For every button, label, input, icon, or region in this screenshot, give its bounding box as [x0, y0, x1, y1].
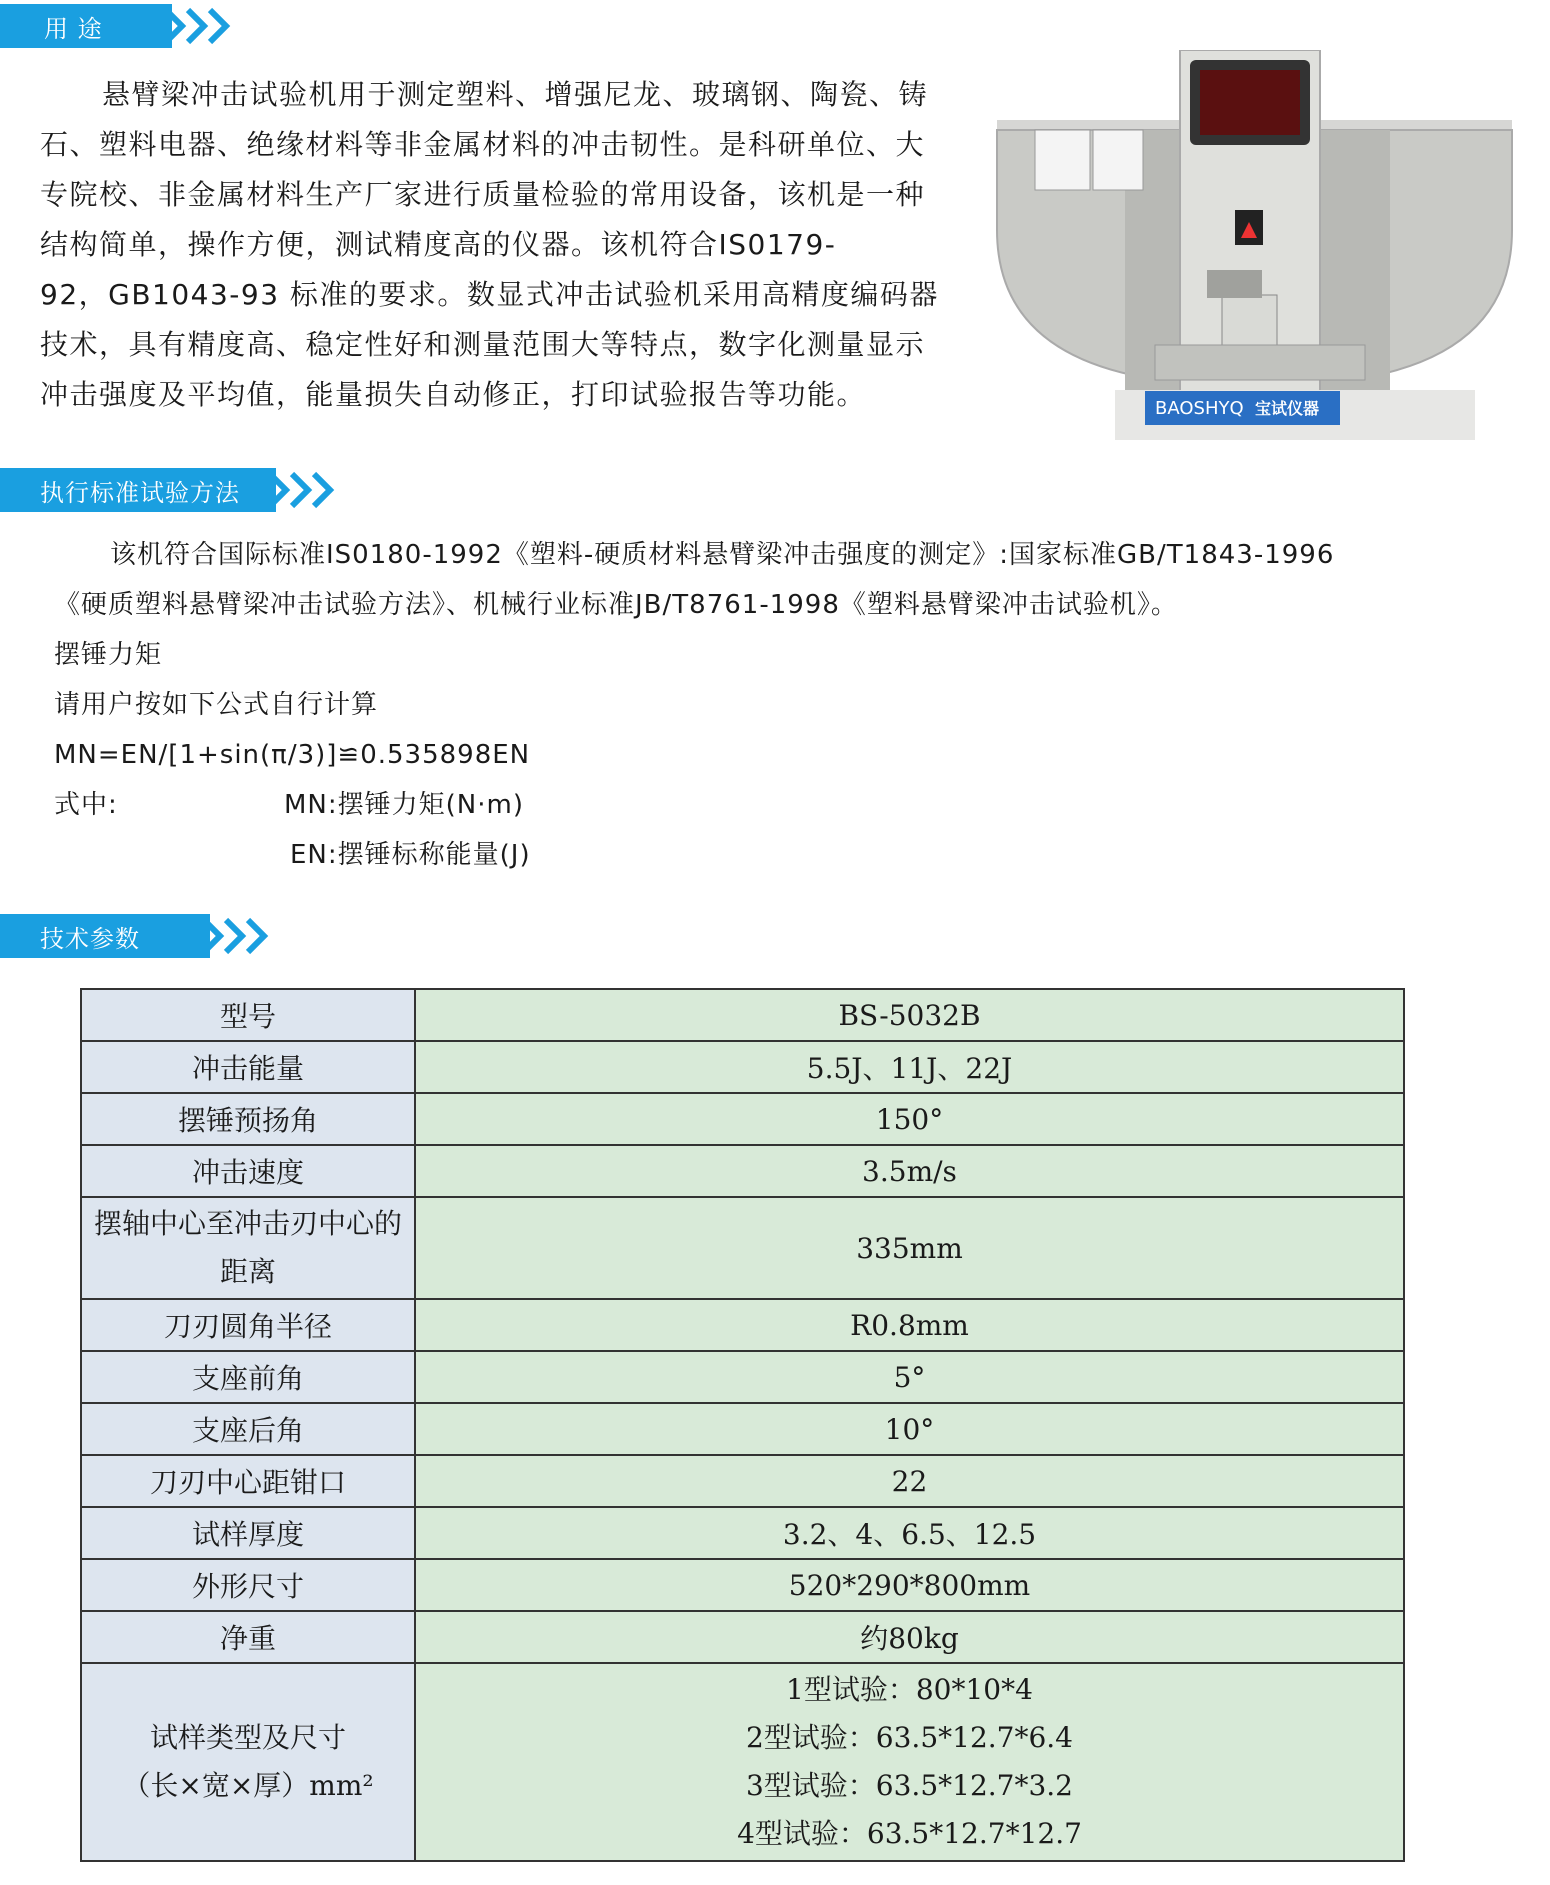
formula-en: EN:摆锤标称能量(J) [290, 840, 531, 870]
spec-value: BS-5032B [415, 989, 1404, 1041]
spec-value: 3.5m/s [415, 1145, 1404, 1197]
standards-line: 《硬质塑料悬臂梁冲击试验方法》、机械行业标准JB/T8761-1998《塑料悬臂梁冲击试验机》。 [54, 590, 1178, 620]
spec-key: 支座前角 [81, 1351, 415, 1403]
table-row [81, 1351, 1404, 1403]
sample-type-1: 1型试验：80*10*4 [786, 1673, 1033, 1706]
section-title: 技术参数 [0, 914, 210, 958]
machine-brand-latin: BAOSHYQ [1155, 398, 1244, 419]
section-title: 用 途 [0, 4, 172, 48]
usage-line: 石、塑料电器、绝缘材料等非金属材料的冲击韧性。是科研单位、大 [40, 128, 926, 161]
table-row [81, 1559, 1404, 1611]
spec-table [80, 988, 1405, 1862]
sample-type-4: 4型试验：63.5*12.7*12.7 [737, 1817, 1082, 1850]
sample-key-line1: 试样类型及尺寸 [149, 1721, 346, 1754]
formula-mn: MN:摆锤力矩(N·m) [284, 790, 524, 820]
formula-where-row [54, 780, 1494, 830]
spec-key: 冲击能量 [81, 1041, 415, 1093]
spec-key: 外形尺寸 [81, 1559, 415, 1611]
section-header-tech [0, 914, 270, 958]
chevrons-icon [166, 7, 232, 45]
usage-paragraph [40, 70, 960, 420]
spec-value: 520*290*800mm [415, 1559, 1404, 1611]
usage-line: 92，GB1043-93 标准的要求。数显式冲击试验机采用高精度编码器 [40, 278, 939, 311]
standards-line: 请用户按如下公式自行计算 [54, 690, 379, 720]
spec-key: 摆锤预扬角 [81, 1093, 415, 1145]
spec-value: 150° [415, 1093, 1404, 1145]
standards-paragraph [54, 530, 1494, 880]
spec-value: 约80kg [415, 1611, 1404, 1663]
section-header-usage [0, 4, 232, 48]
chevrons-icon [204, 917, 270, 955]
formula-line: MN=EN/[1+sin(π/3)]≌0.535898EN [54, 740, 531, 770]
table-row [81, 1611, 1404, 1663]
sample-key-line2: （长×宽×厚）mm² [122, 1769, 374, 1802]
section-title: 执行标准试验方法 [0, 468, 276, 512]
spec-value: 22 [415, 1455, 1404, 1507]
spec-key: 支座后角 [81, 1403, 415, 1455]
usage-line: 冲击强度及平均值，能量损失自动修正，打印试验报告等功能。 [40, 378, 867, 411]
spec-value: 335mm [415, 1197, 1404, 1299]
table-row [81, 1145, 1404, 1197]
table-row [81, 1299, 1404, 1351]
section-header-standards [0, 468, 336, 512]
table-row [81, 1041, 1404, 1093]
spec-value: 5.5J、11J、22J [415, 1041, 1404, 1093]
machine-image [985, 50, 1520, 450]
chevrons-icon [270, 471, 336, 509]
table-row [81, 1093, 1404, 1145]
spec-key: 试样厚度 [81, 1507, 415, 1559]
spec-key: 净重 [81, 1611, 415, 1663]
machine-brand-cn: 宝试仪器 [1255, 399, 1320, 418]
spec-value: 10° [415, 1403, 1404, 1455]
spec-value: R0.8mm [415, 1299, 1404, 1351]
spec-value [415, 1663, 1404, 1861]
standards-line: 摆锤力矩 [54, 640, 163, 670]
standards-line: 该机符合国际标准IS0180-1992《塑料-硬质材料悬臂梁冲击强度的测定》:国家标准GB/T1843-1996 [110, 540, 1335, 570]
spec-key: 摆轴中心至冲击刃中心的距离 [81, 1197, 415, 1299]
table-row [81, 1507, 1404, 1559]
table-row [81, 1663, 1404, 1861]
usage-line: 悬臂梁冲击试验机用于测定塑料、增强尼龙、玻璃钢、陶瓷、铸 [102, 78, 929, 111]
sample-type-2: 2型试验：63.5*12.7*6.4 [745, 1721, 1074, 1754]
usage-line: 结构简单，操作方便，测试精度高的仪器。该机符合IS0179- [40, 228, 837, 261]
table-row [81, 1455, 1404, 1507]
formula-where-label: 式中: [54, 790, 118, 820]
spec-key: 刀刃中心距钳口 [81, 1455, 415, 1507]
spec-key [81, 1663, 415, 1861]
table-row [81, 1403, 1404, 1455]
usage-line: 技术，具有精度高、稳定性好和测量范围大等特点，数字化测量显示 [40, 328, 926, 361]
spec-key: 刀刃圆角半径 [81, 1299, 415, 1351]
table-row [81, 989, 1404, 1041]
sample-type-3: 3型试验：63.5*12.7*3.2 [745, 1769, 1074, 1802]
spec-value: 3.2、4、6.5、12.5 [415, 1507, 1404, 1559]
spec-value: 5° [415, 1351, 1404, 1403]
spec-key: 冲击速度 [81, 1145, 415, 1197]
table-row [81, 1197, 1404, 1299]
spec-key: 型号 [81, 989, 415, 1041]
usage-line: 专院校、非金属材料生产厂家进行质量检验的常用设备，该机是一种 [40, 178, 926, 211]
